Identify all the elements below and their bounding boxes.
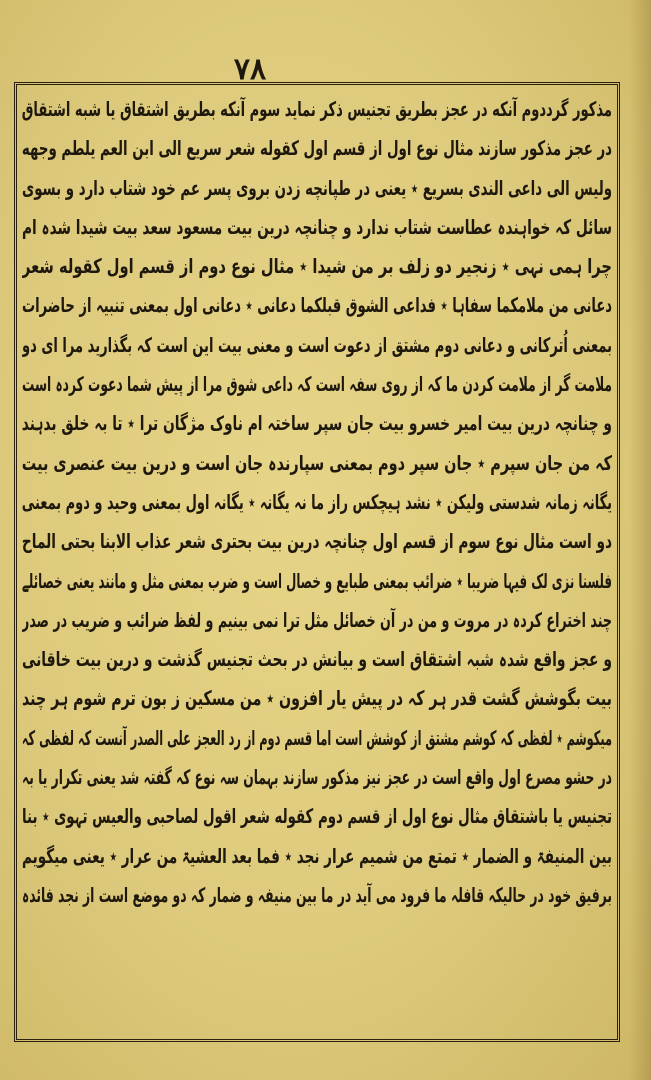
text-line: در حشو مصرع اول واقع است در عجز نیز مذکور سازند بہمان سہ نوع کہ گفتہ شد یعنی تکرار یا بہ xyxy=(22,765,612,790)
text-line: مذکور گرددوم آنکه در عجز بطریق تجنیس ذکر نماید سوم آنکه بطریق اشتقاق یا شبه اشتقاق xyxy=(22,97,612,121)
text-line: و عجز واقع شدہ شبہ اشتقاق است و بیانش در بحث تجنیس گذشت و درین بیت خاقانی xyxy=(22,647,612,672)
page-number: ۷۸ xyxy=(233,52,267,87)
text-line: بیت بگوشش گشت قدر ہر کہ در پیش یار افزون ٭ من مسکین ز بون ترم شوم ہر چند xyxy=(22,686,612,711)
text-line: چرا ہمی نہی ٭ زنجیر دو زلف بر من شیدا ٭ مثال نوع دوم از قسم اول کقوله شعر xyxy=(22,254,612,279)
text-line: در عجز مذکور سازند مثال نوع اول از قسم اول کقوله شعر سریع الی ابن العم یلطم وجهه xyxy=(22,136,612,161)
page-edge-shadow xyxy=(629,0,651,1080)
text-line: ملامت گر از ملامت کردن ما کہ از روی سفہ است کہ داعی شوق مرا از پیش شما دعوت کردہ است xyxy=(22,372,612,397)
text-line: چند اختراع کردہ در مروت و من در آن خصائل مثل ترا نمی بینیم و لفظ ضرائب و ضریب در صدر xyxy=(22,607,612,632)
text-line: تجنیس یا باشتقاق مثال نوع اول از قسم دوم کقوله شعر اقول لصاحبی والعیس تہوی ٭ بنا xyxy=(22,804,612,829)
text-line: بمعنی اُترکانی و دعانی دوم مشتق از دعوت است و معنی بیت این است کہ بگذارید مرا ای دو xyxy=(22,332,612,357)
text-line: سائل کہ خواہندہ عطاست شتاب ندارد و چنانچہ درین بیت مسعود سعد بیت شیدا شدہ ام xyxy=(22,214,612,239)
text-line: برفیق خود در حالیکہ قافلہ ما فرود می آید در ما بین منیفہ و ضمار کہ دو موضع است از نجد فائدہ xyxy=(22,882,612,907)
text-line: و چنانچہ درین بیت امیر خسرو بیت جان سپر ساختہ ام ناوک مژگان ترا ٭ تا بہ خلق بدہند xyxy=(22,411,612,436)
text-line: دعانی من ملامکما سفاہا ٭ فداعی الشوق قبلکما دعانی ٭ دعانی اول بمعنی تنبیہ از حاضرات xyxy=(22,293,612,318)
text-line: بین المنیفۃ و الضمار ٭ تمتع من شمیم عرار نجد ٭ فما بعد العشیۃ من عرار ٭ یعنی میگویم xyxy=(22,843,612,868)
text-line: دو است مثال نوع سوم از قسم اول چنانچہ درین بیت بحتری شعر عذاب الابنا بحتی الماح xyxy=(22,529,612,554)
text-line: فلسنا نزی لک فیہا ضریبا ٭ ضرائب بمعنی طبایع و خصال است و ضرب بمعنی مثل و مانند یعنی خصائلے xyxy=(22,568,612,593)
text-line: کہ من جان سپرم ٭ جان سپر دوم بمعنی سپارندہ جان است و درین بیت عنصری بیت xyxy=(22,450,612,475)
text-block xyxy=(22,90,612,1035)
text-line: میکوشم ٭ لفظی کہ کوشم مشتق از کوشش است اما قسم دوم از رد العجز علی الصدر آنست کہ لفظی کہ xyxy=(22,725,612,750)
text-line: ولیس الی داعی الندی بسریع ٭ یعنی در طپانچه زدن بروی پسر عم خود شتاب دارد و بسوی xyxy=(22,175,612,200)
text-line: یگانہ زمانہ شدستی ولیکن ٭ نشد ہیچکس راز ما نہ یگانہ ٭ یگانہ اول بمعنی وحید و دوم بمعنی xyxy=(22,489,612,514)
